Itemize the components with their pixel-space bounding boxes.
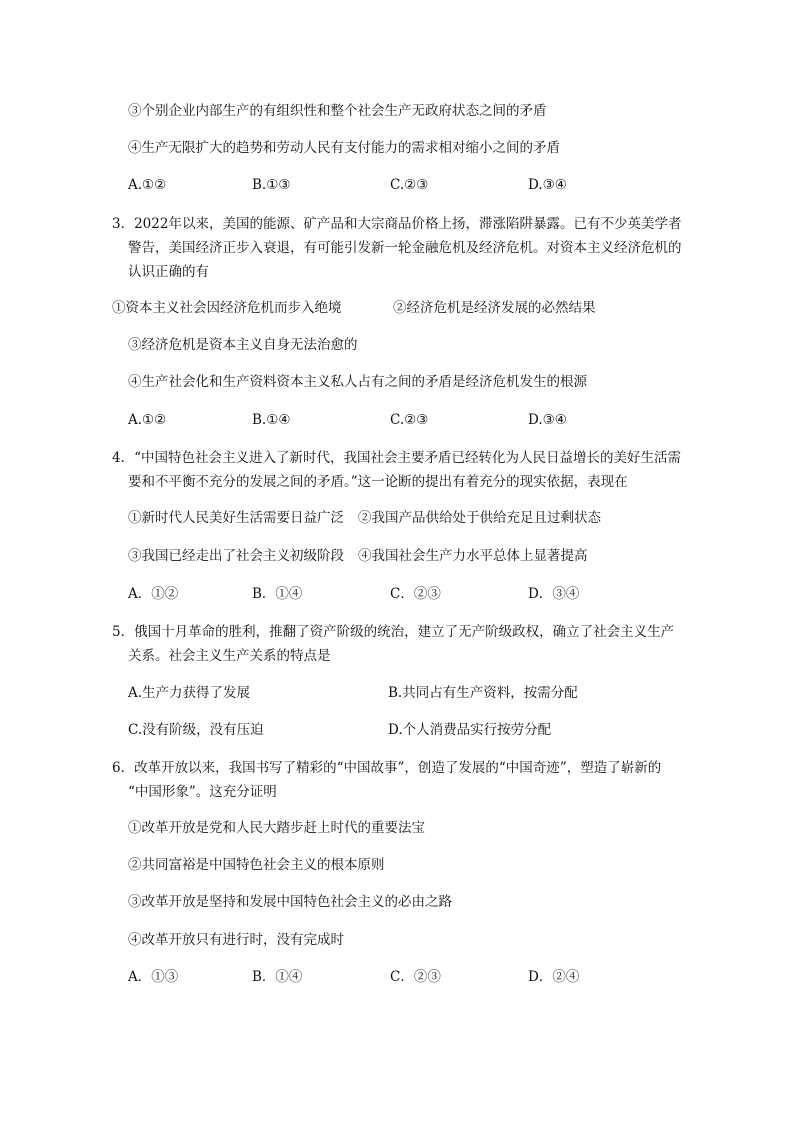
q4-item-4: ④我国社会生产力水平总体上显著提高	[358, 548, 588, 564]
q3-item-2: ②经济危机是经济发展的必然结果	[393, 300, 596, 316]
q3-stem-line-3: 认识正确的有	[128, 264, 209, 280]
q6-item-3: ③改革开放是坚持和发展中国特色社会主义的必由之路	[128, 894, 452, 910]
q3-item-1: ①资本主义社会因经济危机而步入绝境	[112, 300, 342, 316]
q4-option-a: A．①②	[128, 586, 179, 602]
q6-item-4: ④改革开放只有进行时，没有完成时	[128, 932, 344, 948]
q2-item-4: ④生产无限扩大的趋势和劳动人民有支付能力的需求相对缩小之间的矛盾	[128, 140, 560, 156]
q5-option-a: A.生产力获得了发展	[128, 685, 251, 701]
q4-option-c: C．②③	[390, 586, 441, 602]
q3-item-4: ④生产社会化和生产资料资本主义私人占有之间的矛盾是经济危机发生的根源	[128, 374, 587, 390]
q3-item-3: ③经济危机是资本主义自身无法治愈的	[128, 337, 358, 353]
q2-option-b: B.①③	[252, 177, 291, 193]
q6-item-1: ①改革开放是党和人民大踏步赶上时代的重要法宝	[128, 820, 425, 836]
q2-option-c: C.②③	[390, 177, 429, 193]
q5-stem-line-2: 关系。社会主义生产关系的特点是	[128, 648, 331, 664]
q4-stem-line-2: 要和不平衡不充分的发展之间的矛盾。”这一论断的提出有着充分的现实依据，表现在	[128, 474, 628, 490]
q4-item-1: ①新时代人民美好生活需要日益广泛	[128, 510, 344, 526]
q2-option-d: D.③④	[528, 177, 567, 193]
q6-option-d: D．②④	[528, 969, 580, 985]
q5-option-d: D.个人消费品实行按劳分配	[388, 722, 552, 738]
q5-stem-line-1: 5．俄国十月革命的胜利，推翻了资产阶级的统治，建立了无产阶级政权，确立了社会主义生产	[112, 624, 675, 640]
q3-option-d: D.③④	[528, 412, 567, 428]
q3-option-a: A.①②	[128, 412, 167, 428]
q3-option-c: C.②③	[390, 412, 429, 428]
q6-option-a: A．①③	[128, 969, 179, 985]
q6-stem-line-2: “中国形象”。这充分证明	[128, 784, 277, 800]
q3-stem-line-2: 警告，美国经济正步入衰退，有可能引发新一轮金融危机及经济危机。对资本主义经济危机的	[128, 240, 682, 256]
q5-option-c: C.没有阶级，没有压迫	[128, 722, 264, 738]
q2-item-3: ③个别企业内部生产的有组织性和整个社会生产无政府状态之间的矛盾	[128, 103, 547, 119]
q3-option-b: B.①④	[252, 412, 291, 428]
q4-option-d: D．③④	[528, 586, 580, 602]
q6-item-2: ②共同富裕是中国特色社会主义的根本原则	[128, 857, 385, 873]
q6-option-b: B．①④	[252, 969, 303, 985]
q6-option-c: C．②③	[390, 969, 441, 985]
q5-option-b: B.共同占有生产资料，按需分配	[388, 685, 578, 701]
q3-stem-line-1: 3．2022年以来，美国的能源、矿产品和大宗商品价格上扬，滞涨陷阱暴露。已有不少英美学者	[112, 216, 682, 232]
q4-option-b: B．①④	[252, 586, 303, 602]
q6-stem-line-1: 6．改革开放以来，我国书写了精彩的“中国故事”，创造了发展的“中国奇迹”，塑造了崭新的	[112, 760, 662, 776]
q4-item-3: ③我国已经走出了社会主义初级阶段	[128, 548, 344, 564]
q2-option-a: A.①②	[128, 177, 167, 193]
q4-stem-line-1: 4．“中国特色社会主义进入了新时代，我国社会主要矛盾已经转化为人民日益增长的美好生活需	[112, 450, 681, 466]
q4-item-2: ②我国产品供给处于供给充足且过剩状态	[358, 510, 601, 526]
